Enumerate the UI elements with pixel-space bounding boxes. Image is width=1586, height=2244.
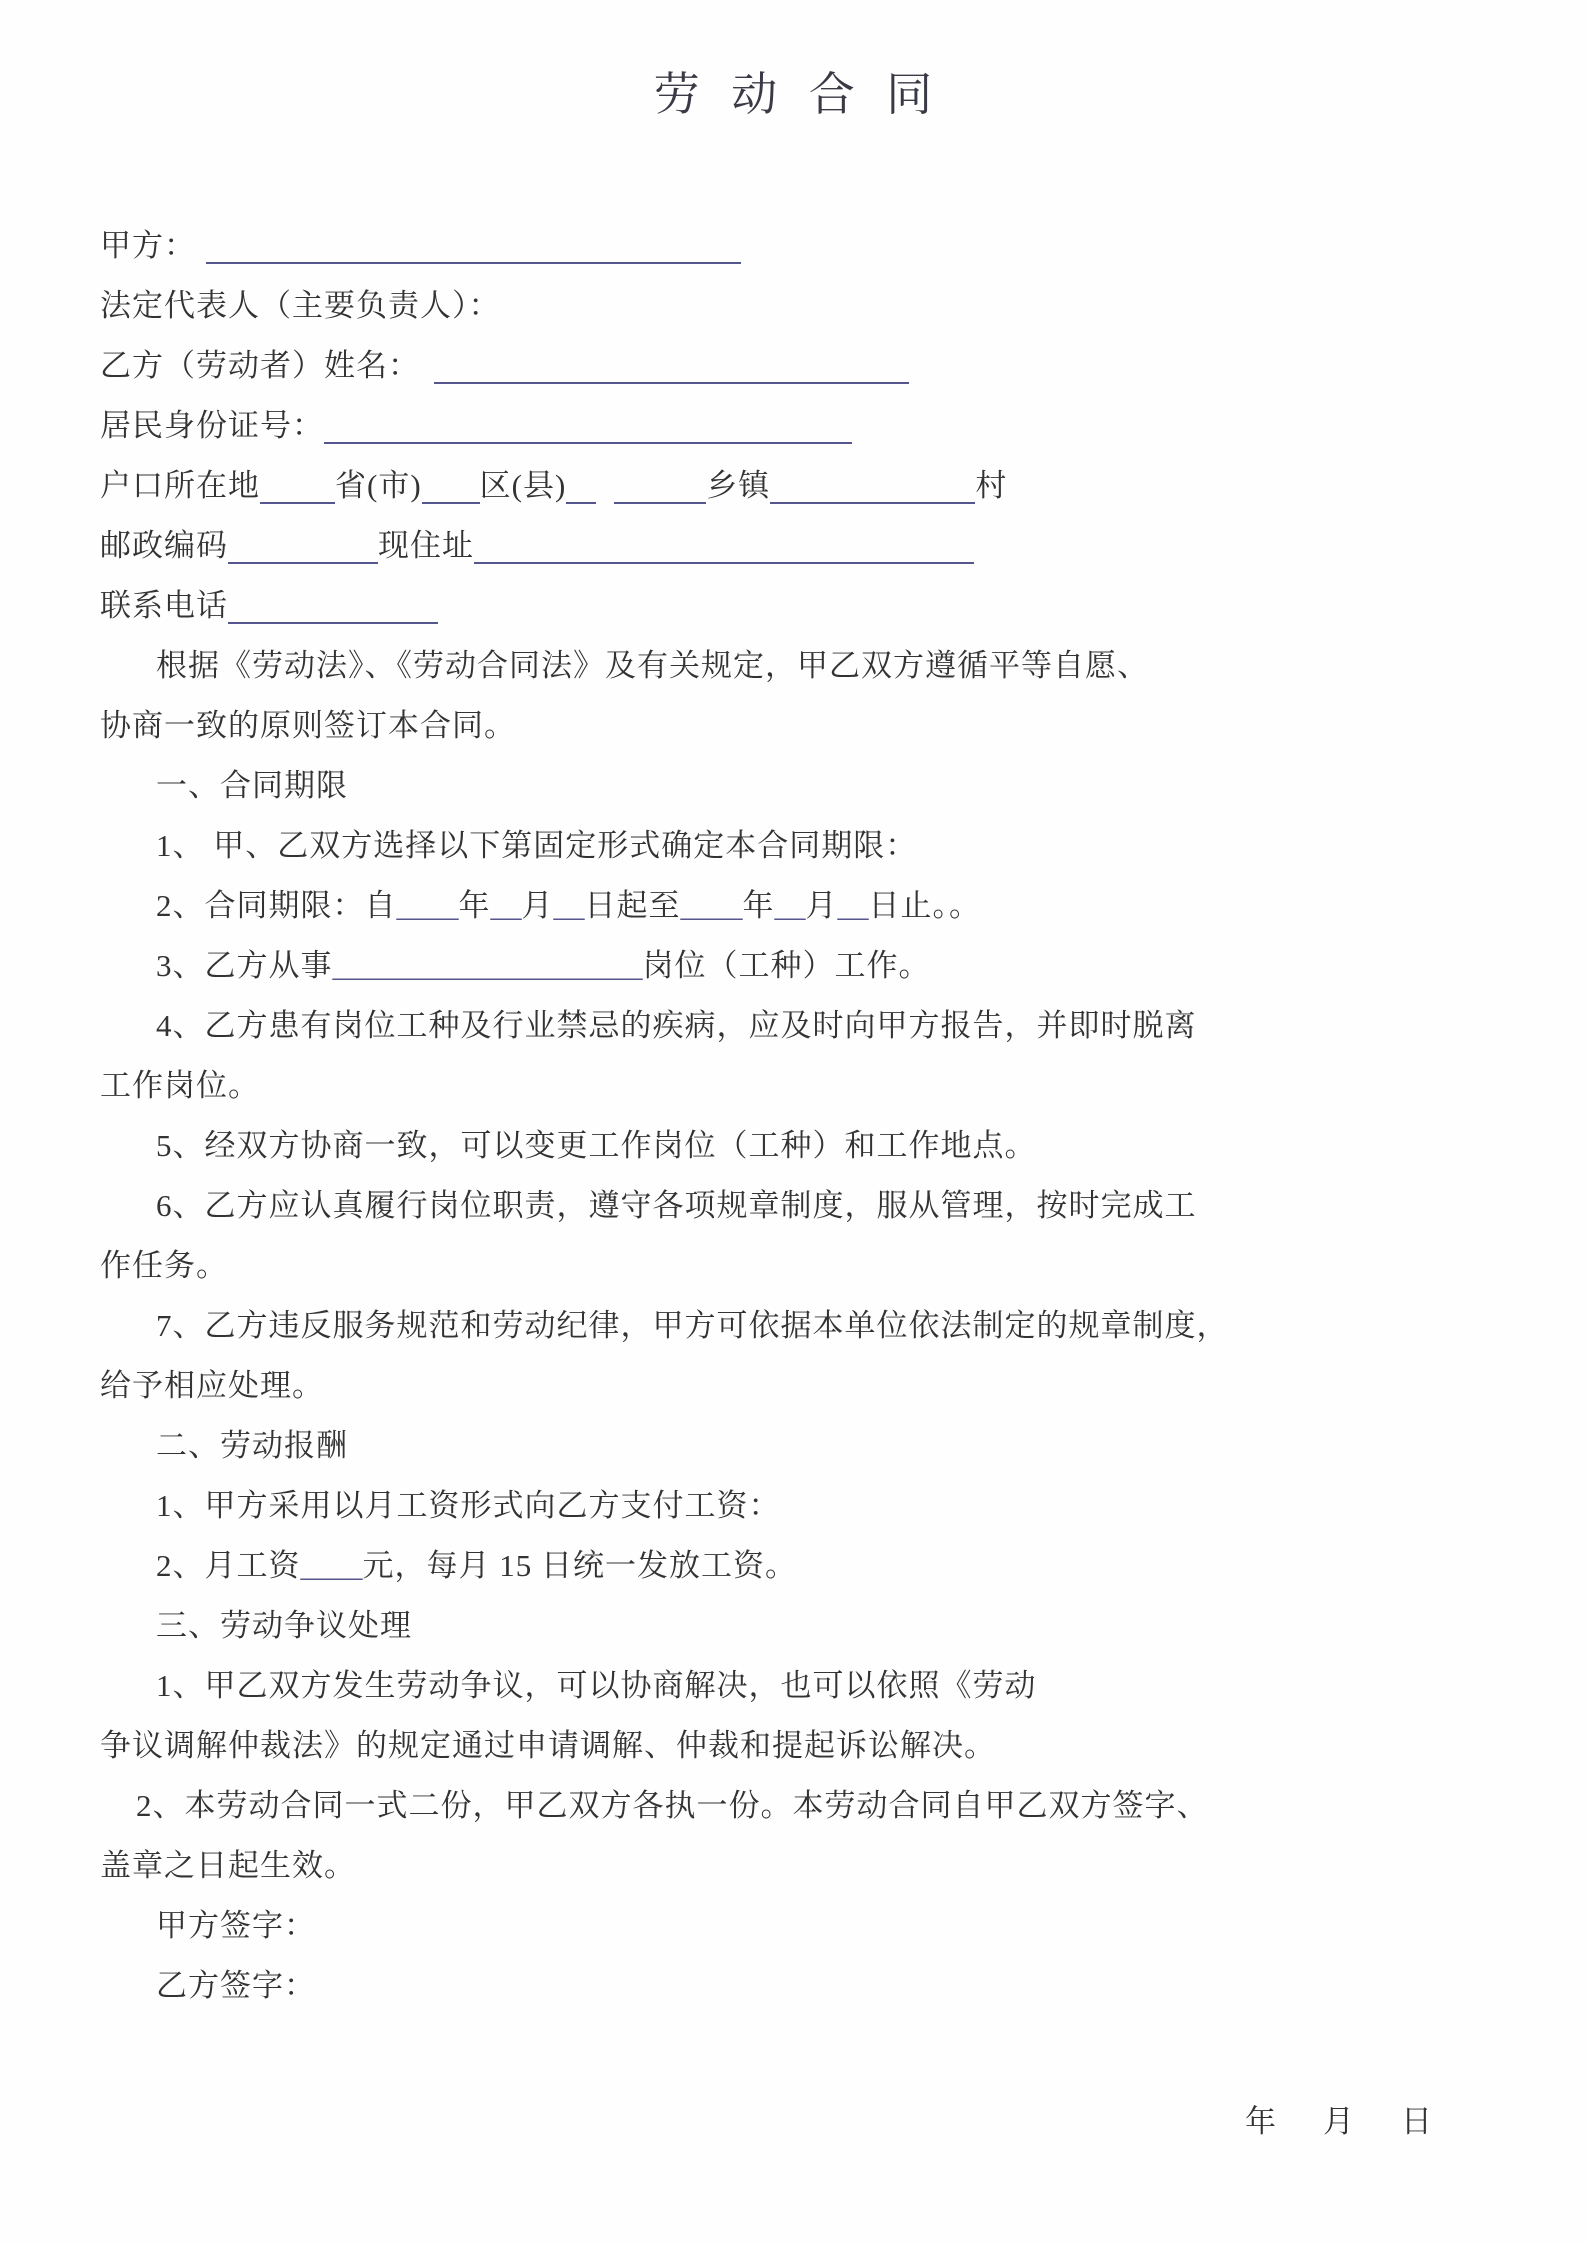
body-line — [100, 1596, 1496, 1656]
field-label: 邮政编码 — [100, 528, 228, 563]
body-line — [100, 1956, 1496, 2016]
body-line — [100, 1176, 1496, 1236]
text-run: 协商一致的原则签订本合同。 — [100, 708, 516, 743]
field-label: 区(县) — [479, 468, 567, 503]
text-run: 根据《劳动法》、《劳动合同法》及有关规定，甲乙双方遵循平等自愿、 — [156, 648, 1149, 683]
text-run: 甲方签字： — [156, 1908, 316, 1943]
field-label: 省(市) — [335, 468, 422, 503]
field-label: 村 — [975, 468, 1008, 503]
blank-underline[interactable] — [228, 590, 438, 624]
date-line: 年 月 日 — [1245, 2104, 1440, 2139]
text-run: 2、本劳动合同一式二份，甲乙双方各执一份。本劳动合同自甲乙双方签字、 — [136, 1788, 1209, 1823]
gap — [420, 375, 434, 376]
body-line — [100, 1656, 1496, 1716]
field-label: 现住址 — [378, 528, 474, 563]
text-run: 6、乙方应认真履行岗位职责，遵守各项规章制度，服从管理，按时完成工 — [156, 1188, 1197, 1223]
body-line — [100, 1776, 1496, 1836]
field-party-b-name — [100, 336, 1496, 396]
body-line — [100, 1356, 1496, 1416]
text-run: 日起至 — [584, 888, 681, 923]
gap — [196, 255, 206, 256]
body-line — [100, 1296, 1496, 1356]
blank-underscores[interactable]: __ — [490, 888, 522, 923]
body-line — [100, 636, 1496, 696]
body-line — [100, 1116, 1496, 1176]
blank-underscores[interactable]: __ — [774, 888, 806, 923]
text-run: 月 — [521, 888, 554, 923]
body-line — [100, 1056, 1496, 1116]
field-label: 居民身份证号： — [100, 408, 324, 443]
blank-underline[interactable] — [260, 470, 335, 504]
body-line — [100, 1536, 1496, 1596]
field-id-number — [100, 396, 1496, 456]
text-run: 5、经双方协商一致，可以变更工作岗位（工种）和工作地点。 — [156, 1128, 1037, 1163]
field-household-registration — [100, 456, 1496, 516]
body-line — [100, 696, 1496, 756]
blank-underscores[interactable]: ____ — [300, 1548, 363, 1583]
text-run: 乙方签字： — [156, 1968, 316, 2003]
text-run: 元，每月 15 日统一发放工资。 — [362, 1548, 797, 1583]
field-label: 甲方： — [100, 228, 196, 263]
text-run: 4、乙方患有岗位工种及行业禁忌的疾病，应及时向甲方报告，并即时脱离 — [156, 1008, 1197, 1043]
blank-underline[interactable] — [422, 470, 480, 504]
text-run: 二、劳动报酬 — [156, 1428, 348, 1463]
body-line — [100, 1416, 1496, 1476]
blank-underline[interactable] — [324, 410, 852, 444]
blank-underscores[interactable]: __ — [837, 888, 869, 923]
field-label: 法定代表人（主要负责人）： — [100, 288, 501, 323]
text-run: 月 — [805, 888, 838, 923]
field-label: 乡镇 — [706, 468, 771, 503]
body-line — [100, 996, 1496, 1056]
field-legal-representative — [100, 276, 1496, 336]
blank-underline[interactable] — [228, 530, 378, 564]
text-run: 1、甲乙双方发生劳动争议，可以协商解决，也可以依照《劳动 — [156, 1668, 1037, 1703]
text-run: 给予相应处理。 — [100, 1368, 324, 1403]
field-postal-address — [100, 516, 1496, 576]
blank-underline[interactable] — [474, 530, 974, 564]
blank-underscores[interactable]: ____ — [680, 888, 743, 923]
blank-underscores[interactable]: __ — [553, 888, 585, 923]
blank-underline[interactable] — [614, 470, 706, 504]
blank-underscores[interactable]: ____________________ — [332, 948, 643, 983]
body-line — [100, 1896, 1496, 1956]
contract-body — [100, 636, 1496, 2016]
text-run: 三、劳动争议处理 — [156, 1608, 412, 1643]
blank-underscores[interactable]: ____ — [396, 888, 459, 923]
header-fields — [100, 216, 1496, 636]
text-run: 作任务。 — [100, 1248, 228, 1283]
blank-underline[interactable] — [206, 230, 741, 264]
body-line — [100, 1236, 1496, 1296]
body-line — [100, 1476, 1496, 1536]
field-phone — [100, 576, 1496, 636]
field-label: 乙方（劳动者）姓名： — [100, 348, 420, 383]
gap — [596, 495, 614, 496]
field-label: 联系电话 — [100, 588, 228, 623]
field-party-a — [100, 216, 1496, 276]
body-line — [100, 876, 1496, 936]
text-run: 争议调解仲裁法》的规定通过申请调解、仲裁和提起诉讼解决。 — [100, 1728, 996, 1763]
text-run: 日止。。 — [868, 888, 981, 923]
text-run: 7、乙方违反服务规范和劳动纪律，甲方可依据本单位依法制定的规章制度， — [156, 1308, 1229, 1343]
document-title: 劳 动 合 同 — [653, 69, 943, 120]
text-run: 1、 甲、乙双方选择以下第固定形式确定本合同期限： — [156, 828, 918, 863]
text-run: 工作岗位。 — [100, 1068, 260, 1103]
blank-underline[interactable] — [434, 350, 909, 384]
text-run: 3、乙方从事 — [156, 948, 333, 983]
text-run: 岗位（工种）工作。 — [642, 948, 931, 983]
blank-underline[interactable] — [770, 470, 975, 504]
text-run: 年 — [458, 888, 491, 923]
body-line — [100, 816, 1496, 876]
text-run: 年 — [742, 888, 775, 923]
text-run: 一、合同期限 — [156, 768, 348, 803]
text-run: 2、合同期限：自 — [156, 888, 397, 923]
blank-underline[interactable] — [566, 470, 596, 504]
body-line — [100, 1836, 1496, 1896]
text-run: 2、月工资 — [156, 1548, 301, 1583]
body-line — [100, 756, 1496, 816]
text-run: 1、甲方采用以月工资形式向乙方支付工资： — [156, 1488, 781, 1523]
field-label: 户口所在地 — [100, 468, 260, 503]
body-line — [100, 1716, 1496, 1776]
text-run: 盖章之日起生效。 — [100, 1848, 356, 1883]
body-line — [100, 936, 1496, 996]
